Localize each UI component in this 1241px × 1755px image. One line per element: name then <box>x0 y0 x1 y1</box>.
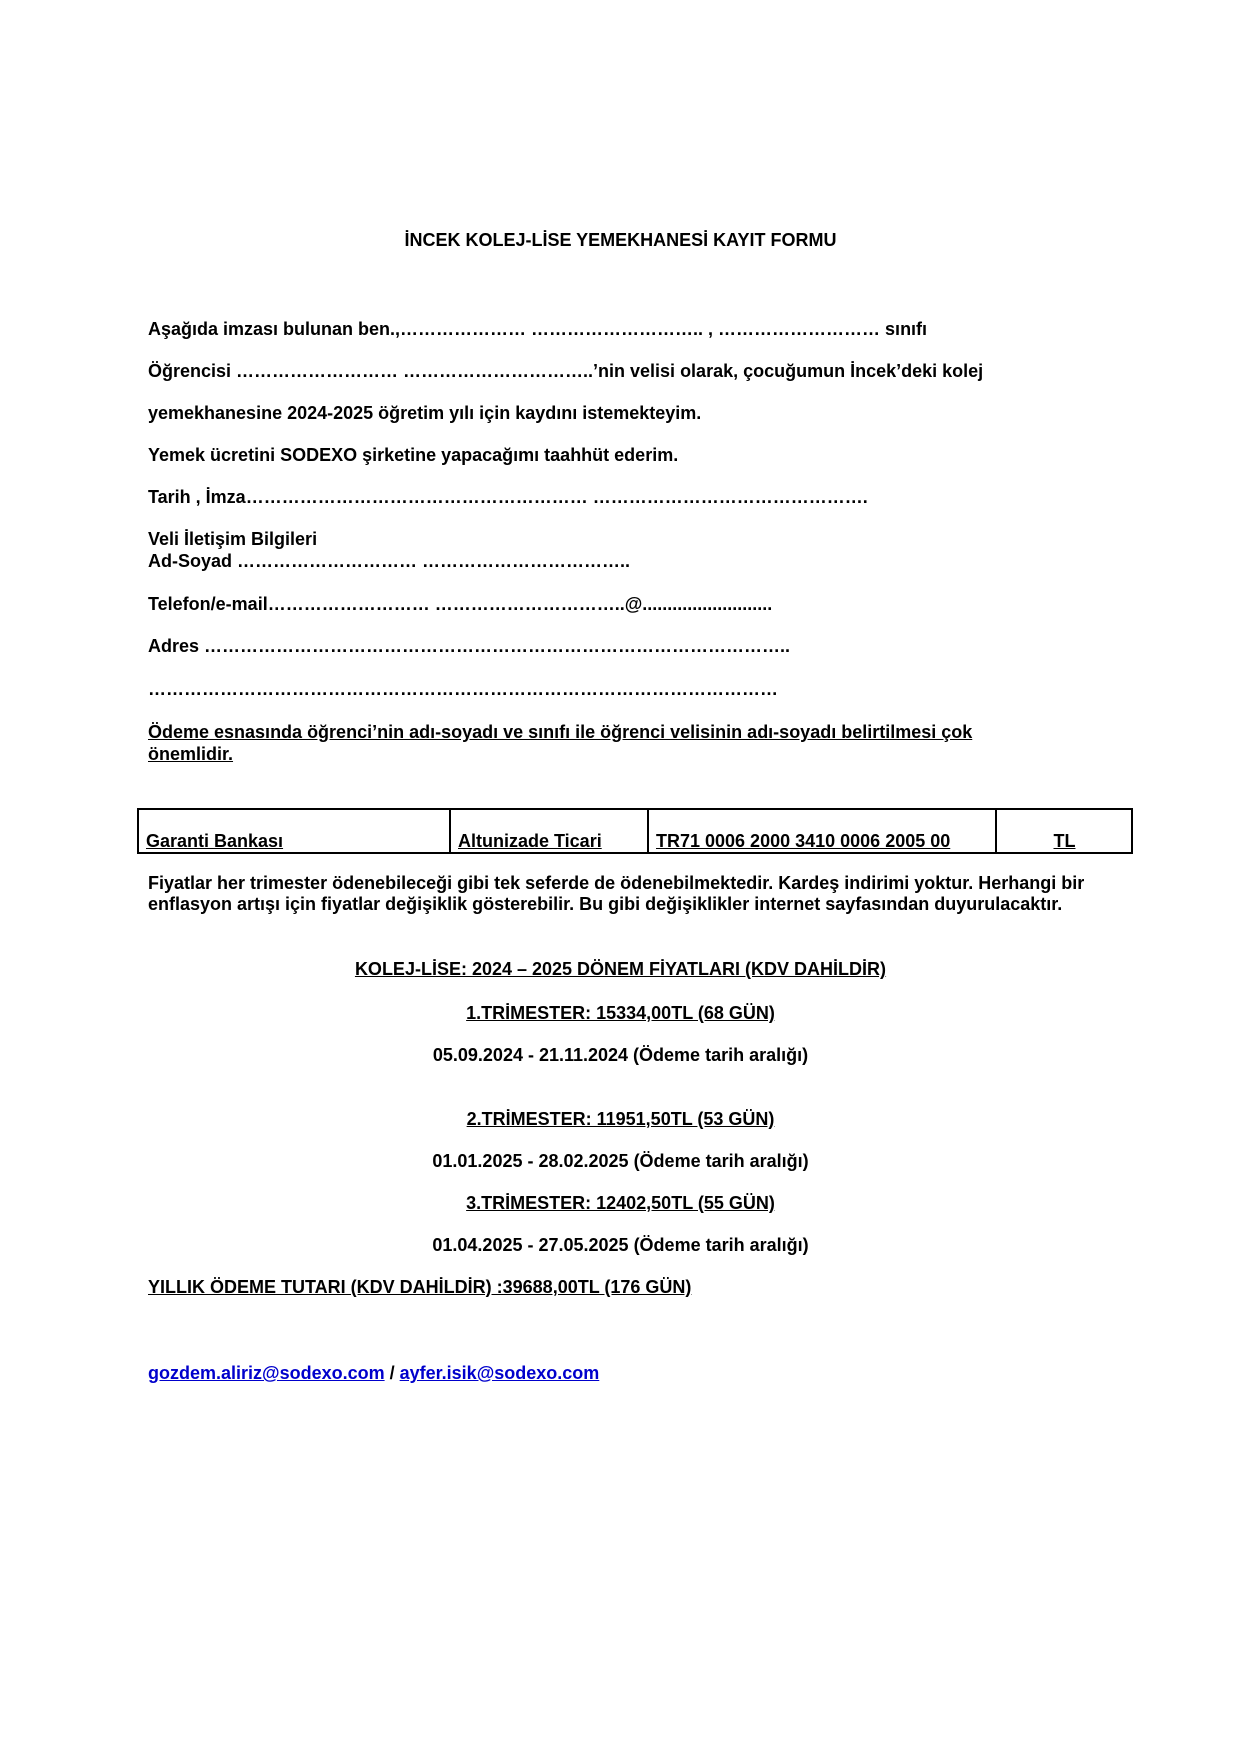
annual-payment-total: YILLIK ÖDEME TUTARI (KDV DAHİLDİR) :39688,00TL (176 GÜN) <box>148 1277 692 1297</box>
payment-warning: Ödeme esnasında öğrenci’nin adı-soyadı ve sınıfı ile öğrenci velisinin adı-soyadı belirtilmesi çok önemlidir. <box>148 722 973 764</box>
currency-cell: TL <box>996 809 1132 853</box>
trimester-2-dates: 01.01.2025 - 28.02.2025 (Ödeme tarih aralığı) <box>432 1151 809 1171</box>
iban-cell: TR71 0006 2000 3410 0006 2005 00 <box>648 809 996 853</box>
address-line: Adres …………………………………………………………………………………….. <box>148 636 791 656</box>
table-row <box>138 809 1132 853</box>
pricing-note: Fiyatlar her trimester ödenebileceği gibi tek seferde de ödenebilmektedir. Kardeş indirimi yoktur. Herhangi bir enflasyon artışı için fiyatlar değişiklik gösterebilir. Bu gibi değişiklikler internet sayfasından duyurulacaktır. <box>148 873 1085 914</box>
payment-commitment: Yemek ücretini SODEXO şirketine yapacağımı taahhüt ederim. <box>148 445 679 465</box>
trimester-1-dates: 05.09.2024 - 21.11.2024 (Ödeme tarih aralığı) <box>432 1045 809 1065</box>
email-link-2[interactable]: ayfer.isik@sodexo.com <box>399 1363 600 1383</box>
trimester-1-price: 1.TRİMESTER: 15334,00TL (68 GÜN) <box>466 1003 775 1023</box>
parent-contact-heading: Veli İletişim Bilgileri <box>148 529 318 549</box>
name-surname-line: Ad-Soyad ………………………… …………………………….. <box>148 551 631 571</box>
intro-line-2: Öğrencisi ……………………… …………………………..’nin velisi olarak, çocuğumun İncek’deki kolej <box>148 361 984 381</box>
contact-emails <box>148 1363 599 1384</box>
trimester-3-price: 3.TRİMESTER: 12402,50TL (55 GÜN) <box>466 1193 775 1213</box>
trimester-2-price: 2.TRİMESTER: 11951,50TL (53 GÜN) <box>466 1109 775 1129</box>
pricing-heading: KOLEJ-LİSE: 2024 – 2025 DÖNEM FİYATLARI (KDV DAHİLDİR) <box>354 959 887 979</box>
date-signature-line: Tarih , İmza………………………………………………… ………………………………………. <box>148 487 868 507</box>
address-line-2: …………………………………………………………………………………………… <box>148 679 778 699</box>
intro-line-3: yemekhanesine 2024-2025 öğretim yılı için kaydını istemekteyim. <box>148 403 702 423</box>
bank-name-cell: Garanti Bankası <box>138 809 450 853</box>
bank-info-table <box>137 808 1133 854</box>
form-title: İNCEK KOLEJ-LİSE YEMEKHANESİ KAYIT FORMU <box>404 230 837 250</box>
email-link-1[interactable]: gozdem.aliriz@sodexo.com <box>148 1363 385 1383</box>
email-separator: / <box>384 1363 400 1383</box>
account-name-cell: Altunizade Ticari <box>450 809 648 853</box>
trimester-3-dates: 01.04.2025 - 27.05.2025 (Ödeme tarih aralığı) <box>432 1235 809 1255</box>
phone-email-line: Telefon/e-mail……………………… …………………………..@.......................... <box>148 594 773 614</box>
intro-line-1: Aşağıda imzası bulunan ben.,………………… ……………………….. , ……………………… sınıfı <box>148 319 928 339</box>
